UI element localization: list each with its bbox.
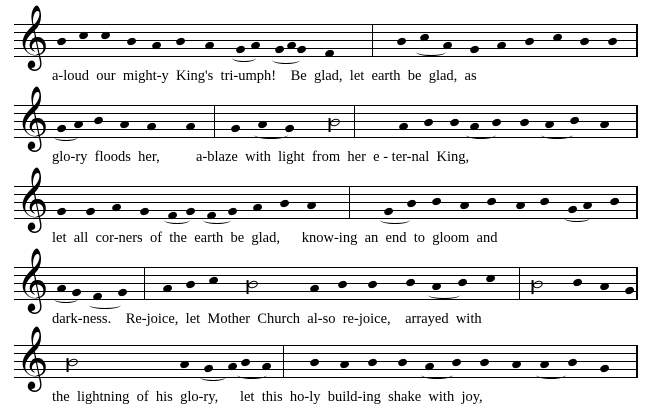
slur [380, 216, 410, 224]
slur [237, 371, 267, 379]
end-barline [636, 24, 638, 57]
lyric-line: dark-ness. Re-joice, let Mother Church al-so re-joice, arrayed with [52, 311, 482, 327]
slur [272, 56, 300, 64]
slur [254, 131, 288, 139]
staff-line [14, 121, 636, 122]
lyric-line: glo-ry floods her, a-blaze with light from her e - ter-nal King, [52, 149, 470, 165]
treble-clef-icon: 𝄞 [16, 4, 49, 68]
lyric-line: the lightning of his glo-ry, let this ho-ly build-ing shake with joy, [52, 389, 483, 405]
staff-line [14, 299, 636, 300]
slur [164, 216, 190, 224]
staff-line [14, 345, 636, 346]
barline [144, 267, 145, 300]
staff-line [14, 48, 636, 49]
treble-clef-icon: 𝄞 [16, 85, 49, 149]
slur [428, 291, 460, 299]
end-barline [636, 105, 638, 138]
slur [54, 295, 78, 303]
lyric-line: let all cor-ners of the earth be glad, know-ing an end to gloom and [52, 230, 498, 246]
staff-line [14, 129, 636, 130]
end-barline [636, 186, 638, 219]
staff-line [14, 24, 636, 25]
staff-line [14, 218, 636, 219]
slur [54, 133, 78, 141]
barline [519, 267, 520, 300]
staff-line [14, 291, 636, 292]
slur [200, 373, 226, 381]
barline [372, 24, 373, 57]
treble-clef-icon: 𝄞 [16, 325, 49, 389]
end-barline [636, 267, 638, 300]
staff-line [14, 113, 636, 114]
staff-line [14, 275, 636, 276]
staff-line [14, 105, 636, 106]
treble-clef-icon: 𝄞 [16, 247, 49, 311]
staff-line [14, 369, 636, 370]
staff-line [14, 210, 636, 211]
slur [536, 371, 566, 379]
slur [232, 54, 256, 62]
slur [416, 48, 446, 56]
end-barline [636, 345, 638, 378]
staff-line [14, 267, 636, 268]
lyric-line: a-loud our might-y King's tri-umph! Be glad, let earth be glad, as [52, 68, 477, 84]
staff-line [14, 186, 636, 187]
slur [89, 301, 121, 309]
barline [354, 105, 355, 138]
staff-line [14, 194, 636, 195]
slur [466, 131, 496, 139]
slur [421, 371, 453, 379]
barline [214, 105, 215, 138]
slur [541, 131, 573, 139]
staff-line [14, 40, 636, 41]
slur [564, 214, 590, 222]
barline [349, 186, 350, 219]
barline [283, 345, 284, 378]
slur [203, 216, 231, 224]
treble-clef-icon: 𝄞 [16, 166, 49, 230]
staff-line [14, 353, 636, 354]
